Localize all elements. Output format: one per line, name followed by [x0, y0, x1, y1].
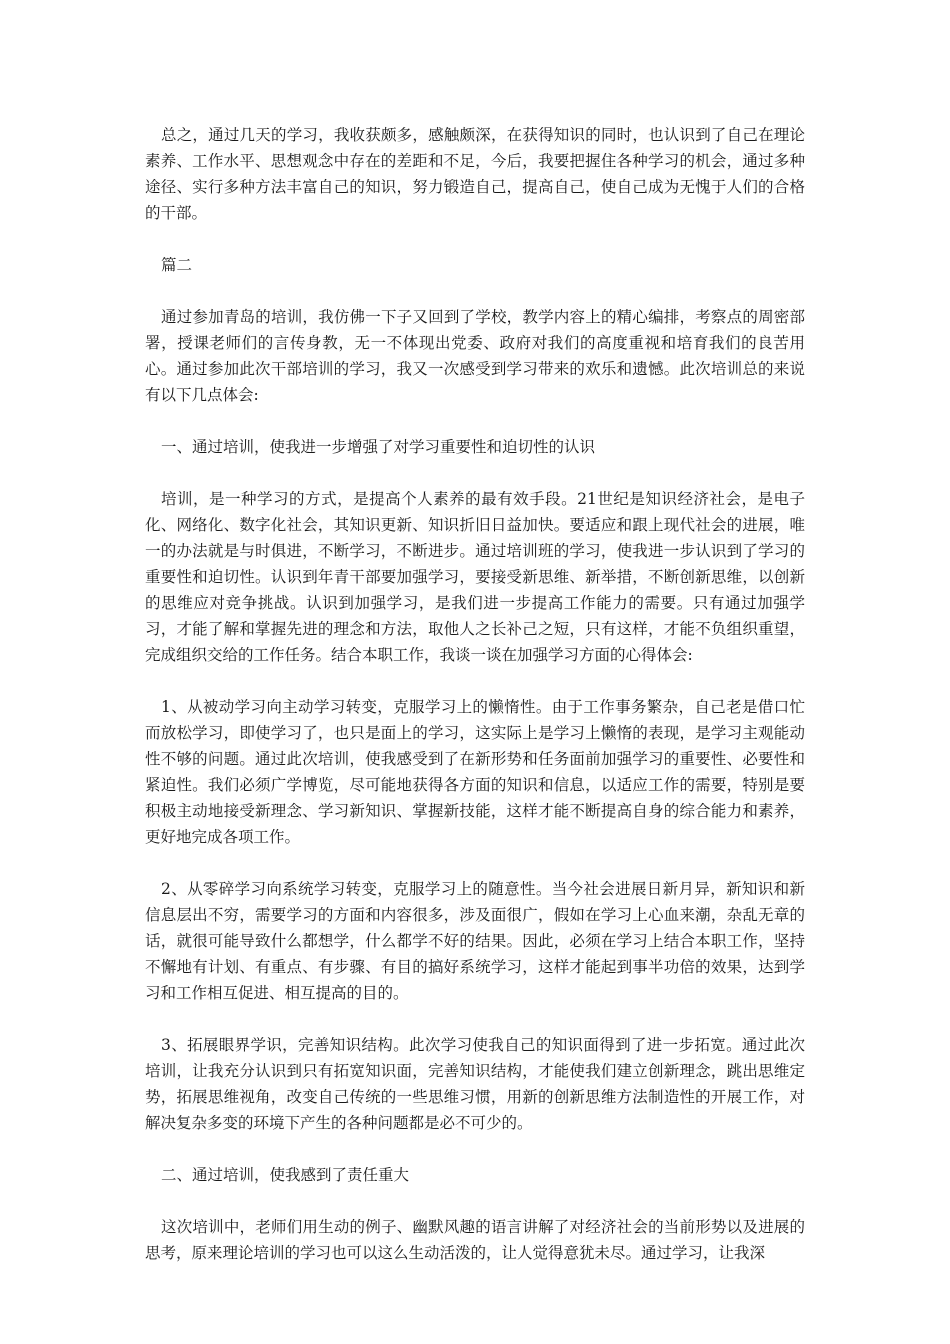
section-title: 篇二 [161, 256, 193, 274]
paragraph-point-3: 3、拓展眼界学识，完善知识结构。此次学习使我自己的知识面得到了进一步拓宽。通过此次培训，让我充分认识到只有拓宽知识面，完善知识结构，才能使我们建立创新理念，跳出思维定势，拓展思维视角，改变自己传统的一些思维习惯，用新的创新思维方法制造性的开展工作，对解决复杂多变的环境下产生的各种问题都是必不可少的。 [145, 1036, 805, 1132]
heading-two: 二、通过培训，使我感到了责任重大 [161, 1166, 410, 1184]
paragraph-intro: 通过参加青岛的培训，我仿佛一下子又回到了学校，教学内容上的精心编排，考察点的周密部署，授课老师们的言传身教，无一不体现出党委、政府对我们的高度重视和培育我们的良苦用心。通过参加此次干部培训的学习，我又一次感受到学习带来的欢乐和遗憾。此次培训总的来说有以下几点体会: [145, 308, 805, 404]
paragraph-responsibility: 这次培训中，老师们用生动的例子、幽默风趣的语言讲解了对经济社会的当前形势以及进展的思考，原来理论培训的学习也可以这么生动活泼的，让人觉得意犹未尽。通过学习，让我深 [145, 1218, 805, 1262]
document-body [145, 122, 805, 1292]
heading-one: 一、通过培训，使我进一步增强了对学习重要性和迫切性的认识 [161, 438, 596, 456]
paragraph-point-2: 2、从零碎学习向系统学习转变，克服学习上的随意性。当今社会进展日新月异，新知识和新信息层出不穷，需要学习的方面和内容很多，涉及面很广，假如在学习上心血来潮，杂乱无章的话，就很可能导致什么都想学，什么都学不好的结果。因此，必须在学习上结合本职工作，坚持不懈地有计划、有重点、有步骤、有目的搞好系统学习，这样才能起到事半功倍的效果，达到学习和工作相互促进、相互提高的目的。 [145, 880, 805, 1002]
paragraph-point-1: 1、从被动学习向主动学习转变，克服学习上的懒惰性。由于工作事务繁杂，自己老是借口忙而放松学习，即使学习了，也只是面上的学习，这实际上是学习上懒惰的表现，是学习主观能动性不够的问题。通过此次培训，使我感受到了在新形势和任务面前加强学习的重要性、必要性和紧迫性。我们必须广学博览，尽可能地获得各方面的知识和信息，以适应工作的需要，特别是要积极主动地接受新理念、学习新知识、掌握新技能，这样才能不断提高自身的综合能力和素养，更好地完成各项工作。 [145, 698, 805, 846]
paragraph-training: 培训，是一种学习的方式，是提高个人素养的最有效手段。21世纪是知识经济社会，是电子化、网络化、数字化社会，其知识更新、知识折旧日益加快。要适应和跟上现代社会的进展，唯一的办法就是与时俱进，不断学习，不断进步。通过培训班的学习，使我进一步认识到了学习的重要性和迫切性。认识到年青干部要加强学习，要接受新思维、新举措，不断创新思维，以创新的思维应对竞争挑战。认识到加强学习，是我们进一步提高工作能力的需要。只有通过加强学习，才能了解和掌握先进的理念和方法，取他人之长补己之短，只有这样，才能不负组织重望，完成组织交给的工作任务。结合本职工作，我谈一谈在加强学习方面的心得体会: [145, 490, 805, 664]
paragraph-conclusion: 总之，通过几天的学习，我收获颇多，感触颇深，在获得知识的同时，也认识到了自己在理论素养、工作水平、思想观念中存在的差距和不足，今后，我要把握住各种学习的机会，通过多种途径、实行多种方法丰富自己的知识，努力锻造自己，提高自己，使自己成为无愧于人们的合格的干部。 [145, 126, 805, 222]
